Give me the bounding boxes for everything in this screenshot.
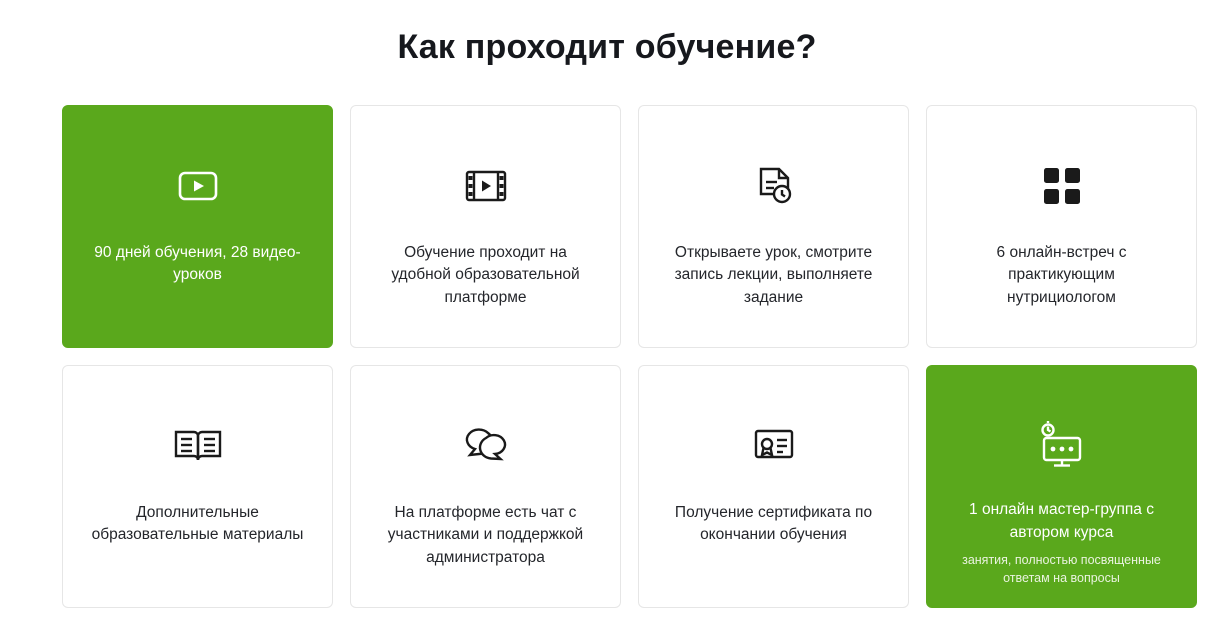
feature-card-text: Дополнительные образовательные материалы <box>91 504 304 544</box>
feature-card[interactable] <box>350 365 621 608</box>
feature-card-text: 6 онлайн-встреч с практикующим нутрициологом <box>996 244 1127 306</box>
feature-card-text: Получение сертификата по окончании обучения <box>674 504 873 544</box>
feature-card[interactable] <box>62 365 333 608</box>
feature-card-subtext: занятия, полностью посвященные ответам на вопросы <box>962 553 1161 585</box>
feature-card-text: 90 дней обучения, 28 видео-уроков <box>94 244 301 284</box>
feature-card-text: Открываете урок, смотрите запись лекции, выполняете задание <box>674 244 873 306</box>
open-book-icon <box>170 414 226 478</box>
feature-card[interactable] <box>638 365 909 608</box>
feature-card[interactable] <box>926 105 1197 348</box>
feature-card[interactable] <box>926 365 1197 608</box>
film-strip-play-icon <box>460 154 512 218</box>
feature-card[interactable] <box>638 105 909 348</box>
page-title: Как проходит обучение? <box>397 28 817 66</box>
feature-card-grid <box>0 105 1214 608</box>
play-button-icon <box>172 154 224 218</box>
feature-card[interactable] <box>350 105 621 348</box>
feature-card-text: 1 онлайн мастер-группа с автором курса <box>969 501 1154 541</box>
feature-card[interactable] <box>62 105 333 348</box>
webinar-monitor-icon <box>1034 414 1090 475</box>
grid-squares-icon <box>1038 154 1086 218</box>
feature-card-text: На платформе есть чат с участниками и поддержкой администратора <box>387 504 584 566</box>
chat-bubbles-icon <box>458 414 514 478</box>
document-clock-icon <box>748 154 800 218</box>
certificate-icon <box>748 414 800 478</box>
feature-card-text: Обучение проходит на удобной образовательной платформе <box>391 244 580 306</box>
